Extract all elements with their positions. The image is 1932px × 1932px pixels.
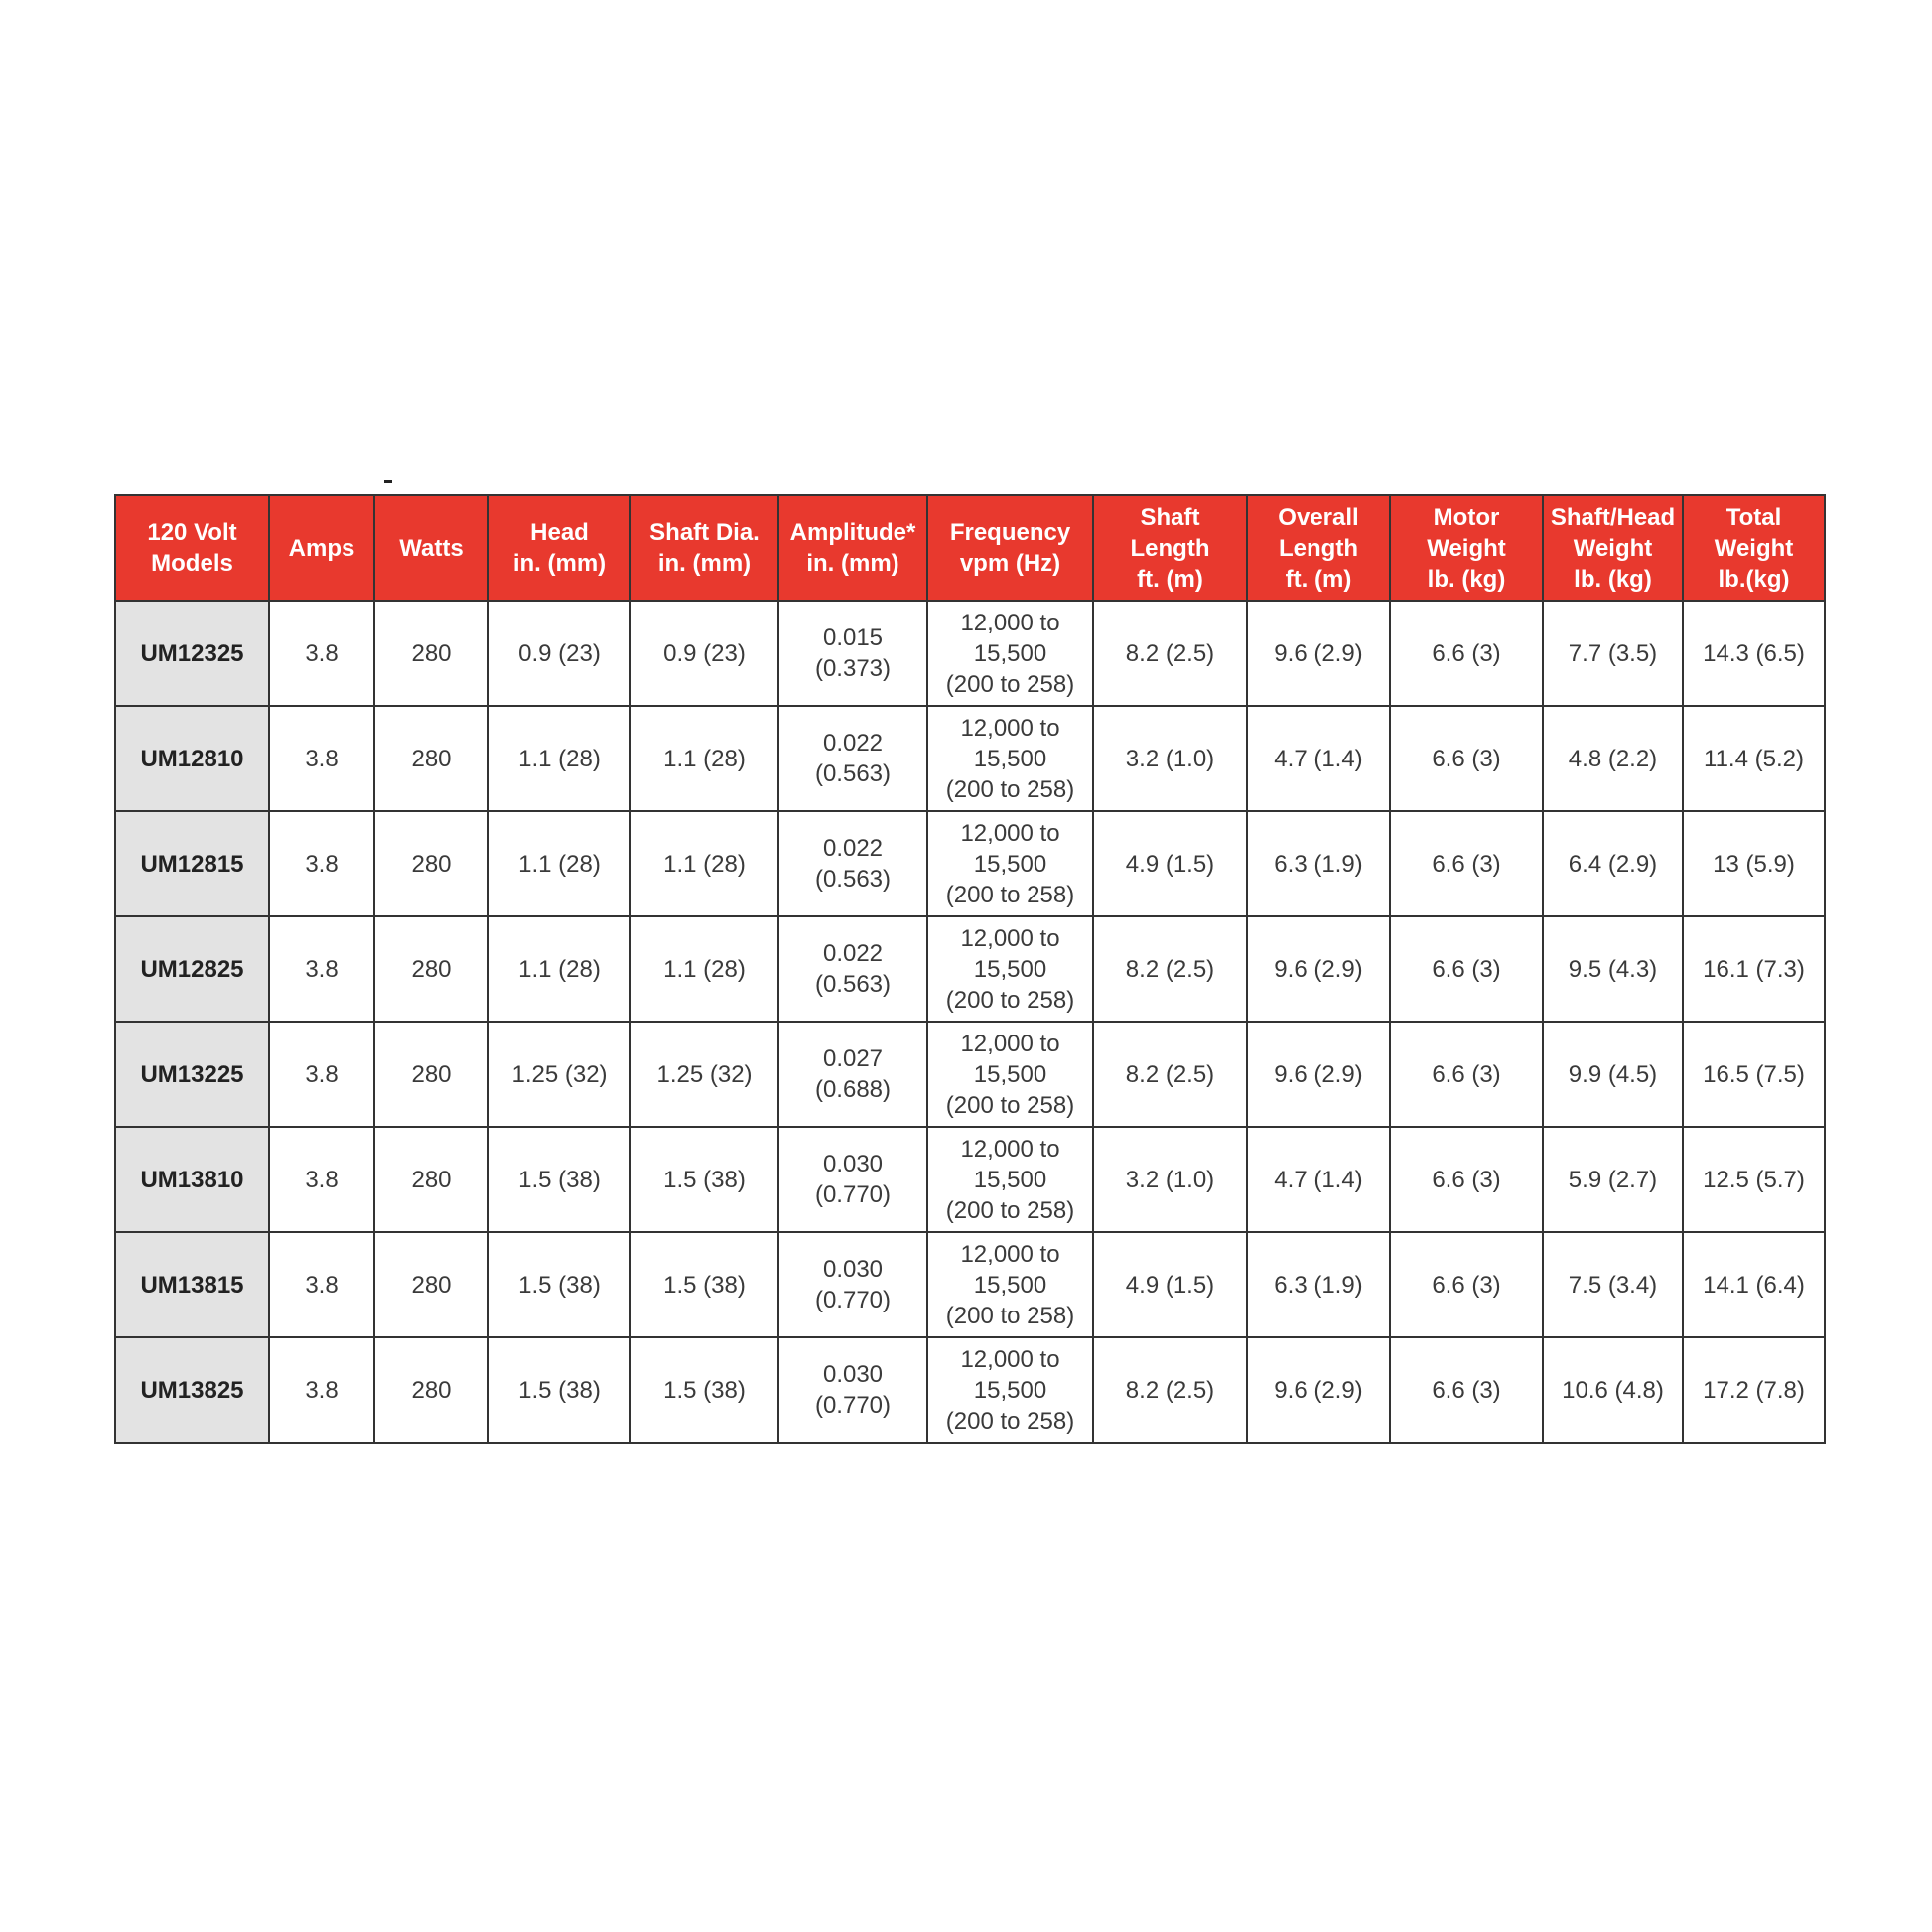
shaft-dia-cell: 1.1 (28) (630, 916, 778, 1022)
head-cell: 1.5 (38) (488, 1232, 630, 1337)
overall-length-cell: 9.6 (2.9) (1247, 601, 1390, 706)
stray-dash-mark (384, 480, 392, 483)
motor-weight-cell: 6.6 (3) (1390, 1022, 1543, 1127)
amps-cell: 3.8 (269, 1232, 374, 1337)
shaft-dia-cell: 1.1 (28) (630, 706, 778, 811)
watts-cell: 280 (374, 1337, 488, 1443)
shaft-head-weight-cell: 7.5 (3.4) (1543, 1232, 1683, 1337)
header-row (115, 495, 1825, 601)
shaft-length-cell: 4.9 (1.5) (1093, 811, 1247, 916)
shaft-head-weight-cell: 9.5 (4.3) (1543, 916, 1683, 1022)
header-total-weight: Total Weight lb.(kg) (1683, 495, 1825, 601)
head-cell: 1.5 (38) (488, 1337, 630, 1443)
shaft-length-cell: 8.2 (2.5) (1093, 1022, 1247, 1127)
frequency-cell: 12,000 to 15,500 (200 to 258) (927, 811, 1093, 916)
shaft-dia-cell: 1.1 (28) (630, 811, 778, 916)
header-head: Head in. (mm) (488, 495, 630, 601)
shaft-head-weight-cell: 10.6 (4.8) (1543, 1337, 1683, 1443)
amplitude-cell: 0.022 (0.563) (778, 916, 927, 1022)
table-row (115, 811, 1825, 916)
header-shaft-length: Shaft Length ft. (m) (1093, 495, 1247, 601)
total-weight-cell: 11.4 (5.2) (1683, 706, 1825, 811)
shaft-dia-cell: 1.5 (38) (630, 1127, 778, 1232)
total-weight-cell: 16.1 (7.3) (1683, 916, 1825, 1022)
amplitude-cell: 0.015 (0.373) (778, 601, 927, 706)
header-amplitude: Amplitude* in. (mm) (778, 495, 927, 601)
amps-cell: 3.8 (269, 601, 374, 706)
frequency-cell: 12,000 to 15,500 (200 to 258) (927, 916, 1093, 1022)
header-amps: Amps (269, 495, 374, 601)
table-row (115, 1232, 1825, 1337)
header-motor-weight: Motor Weight lb. (kg) (1390, 495, 1543, 601)
shaft-head-weight-cell: 6.4 (2.9) (1543, 811, 1683, 916)
table-row (115, 916, 1825, 1022)
amplitude-cell: 0.030 (0.770) (778, 1232, 927, 1337)
shaft-length-cell: 4.9 (1.5) (1093, 1232, 1247, 1337)
amplitude-cell: 0.030 (0.770) (778, 1337, 927, 1443)
table-row (115, 1127, 1825, 1232)
model-cell: UM12815 (115, 811, 269, 916)
total-weight-cell: 14.3 (6.5) (1683, 601, 1825, 706)
model-cell: UM13810 (115, 1127, 269, 1232)
frequency-cell: 12,000 to 15,500 (200 to 258) (927, 1232, 1093, 1337)
watts-cell: 280 (374, 811, 488, 916)
total-weight-cell: 13 (5.9) (1683, 811, 1825, 916)
motor-weight-cell: 6.6 (3) (1390, 916, 1543, 1022)
shaft-dia-cell: 1.5 (38) (630, 1232, 778, 1337)
frequency-cell: 12,000 to 15,500 (200 to 258) (927, 601, 1093, 706)
shaft-length-cell: 8.2 (2.5) (1093, 1337, 1247, 1443)
overall-length-cell: 9.6 (2.9) (1247, 916, 1390, 1022)
amps-cell: 3.8 (269, 811, 374, 916)
header-shaft-head-weight: Shaft/Head Weight lb. (kg) (1543, 495, 1683, 601)
amps-cell: 3.8 (269, 1127, 374, 1232)
model-cell: UM12325 (115, 601, 269, 706)
shaft-head-weight-cell: 7.7 (3.5) (1543, 601, 1683, 706)
header-shaft-dia: Shaft Dia. in. (mm) (630, 495, 778, 601)
amps-cell: 3.8 (269, 1022, 374, 1127)
overall-length-cell: 9.6 (2.9) (1247, 1022, 1390, 1127)
motor-weight-cell: 6.6 (3) (1390, 601, 1543, 706)
shaft-length-cell: 3.2 (1.0) (1093, 706, 1247, 811)
amplitude-cell: 0.022 (0.563) (778, 811, 927, 916)
overall-length-cell: 4.7 (1.4) (1247, 1127, 1390, 1232)
shaft-head-weight-cell: 9.9 (4.5) (1543, 1022, 1683, 1127)
motor-weight-cell: 6.6 (3) (1390, 706, 1543, 811)
header-overall-length: Overall Length ft. (m) (1247, 495, 1390, 601)
shaft-length-cell: 3.2 (1.0) (1093, 1127, 1247, 1232)
motor-weight-cell: 6.6 (3) (1390, 1232, 1543, 1337)
head-cell: 1.25 (32) (488, 1022, 630, 1127)
head-cell: 0.9 (23) (488, 601, 630, 706)
head-cell: 1.5 (38) (488, 1127, 630, 1232)
head-cell: 1.1 (28) (488, 916, 630, 1022)
model-cell: UM13825 (115, 1337, 269, 1443)
frequency-cell: 12,000 to 15,500 (200 to 258) (927, 1022, 1093, 1127)
table-row (115, 1022, 1825, 1127)
total-weight-cell: 12.5 (5.7) (1683, 1127, 1825, 1232)
motor-weight-cell: 6.6 (3) (1390, 811, 1543, 916)
motor-weight-cell: 6.6 (3) (1390, 1337, 1543, 1443)
overall-length-cell: 6.3 (1.9) (1247, 811, 1390, 916)
watts-cell: 280 (374, 601, 488, 706)
model-cell: UM12810 (115, 706, 269, 811)
amplitude-cell: 0.022 (0.563) (778, 706, 927, 811)
shaft-head-weight-cell: 4.8 (2.2) (1543, 706, 1683, 811)
watts-cell: 280 (374, 1022, 488, 1127)
watts-cell: 280 (374, 1127, 488, 1232)
table-row (115, 1337, 1825, 1443)
table-row (115, 601, 1825, 706)
total-weight-cell: 17.2 (7.8) (1683, 1337, 1825, 1443)
amps-cell: 3.8 (269, 916, 374, 1022)
shaft-dia-cell: 1.5 (38) (630, 1337, 778, 1443)
shaft-dia-cell: 0.9 (23) (630, 601, 778, 706)
shaft-length-cell: 8.2 (2.5) (1093, 916, 1247, 1022)
table-header (115, 495, 1825, 601)
table-row (115, 706, 1825, 811)
shaft-dia-cell: 1.25 (32) (630, 1022, 778, 1127)
vibrator-spec-table (114, 494, 1826, 1444)
shaft-length-cell: 8.2 (2.5) (1093, 601, 1247, 706)
frequency-cell: 12,000 to 15,500 (200 to 258) (927, 706, 1093, 811)
head-cell: 1.1 (28) (488, 706, 630, 811)
amplitude-cell: 0.030 (0.770) (778, 1127, 927, 1232)
amplitude-cell: 0.027 (0.688) (778, 1022, 927, 1127)
model-cell: UM13815 (115, 1232, 269, 1337)
shaft-head-weight-cell: 5.9 (2.7) (1543, 1127, 1683, 1232)
motor-weight-cell: 6.6 (3) (1390, 1127, 1543, 1232)
watts-cell: 280 (374, 916, 488, 1022)
head-cell: 1.1 (28) (488, 811, 630, 916)
overall-length-cell: 6.3 (1.9) (1247, 1232, 1390, 1337)
model-cell: UM12825 (115, 916, 269, 1022)
watts-cell: 280 (374, 1232, 488, 1337)
header-watts: Watts (374, 495, 488, 601)
header-models: 120 Volt Models (115, 495, 269, 601)
frequency-cell: 12,000 to 15,500 (200 to 258) (927, 1337, 1093, 1443)
header-frequency: Frequency vpm (Hz) (927, 495, 1093, 601)
overall-length-cell: 9.6 (2.9) (1247, 1337, 1390, 1443)
amps-cell: 3.8 (269, 1337, 374, 1443)
total-weight-cell: 14.1 (6.4) (1683, 1232, 1825, 1337)
total-weight-cell: 16.5 (7.5) (1683, 1022, 1825, 1127)
model-cell: UM13225 (115, 1022, 269, 1127)
watts-cell: 280 (374, 706, 488, 811)
amps-cell: 3.8 (269, 706, 374, 811)
overall-length-cell: 4.7 (1.4) (1247, 706, 1390, 811)
frequency-cell: 12,000 to 15,500 (200 to 258) (927, 1127, 1093, 1232)
table-body (115, 601, 1825, 1443)
